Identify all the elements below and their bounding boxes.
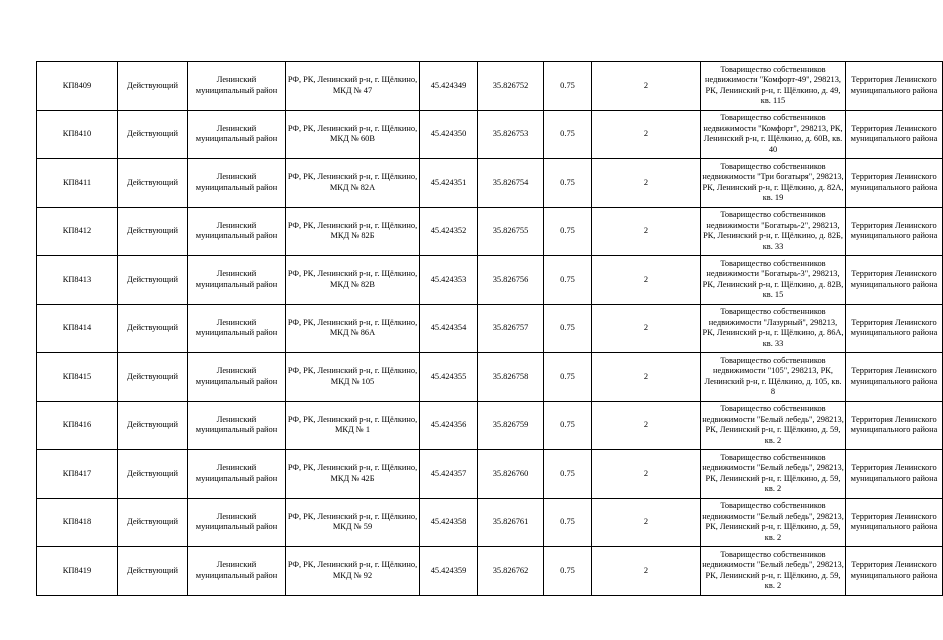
cell-status: Действующий [118, 304, 188, 353]
cell-address: РФ, РК, Ленинский р-н, г. Щёлкино, МКД № 82А [286, 159, 420, 208]
cell-id: КП8411 [37, 159, 118, 208]
cell-status: Действующий [118, 547, 188, 596]
table-row [37, 110, 943, 159]
cell-status: Действующий [118, 353, 188, 402]
cell-count: 2 [592, 450, 701, 499]
registry-table-body [37, 62, 943, 596]
cell-longitude: 35.826752 [478, 62, 544, 111]
cell-municipality: Ленинский муниципальный район [188, 159, 286, 208]
cell-area: 0.75 [544, 547, 592, 596]
cell-area: 0.75 [544, 207, 592, 256]
cell-status: Действующий [118, 159, 188, 208]
cell-latitude: 45.424357 [420, 450, 478, 499]
cell-area: 0.75 [544, 353, 592, 402]
cell-owner: Товарищество собственников недвижимости "Белый лебедь", 298213, РК, Ленинский р-н, г. Щёлкино, д. 59, кв. 2 [701, 401, 846, 450]
cell-status: Действующий [118, 401, 188, 450]
cell-latitude: 45.424356 [420, 401, 478, 450]
cell-status: Действующий [118, 450, 188, 499]
registry-table [36, 61, 943, 596]
cell-municipality: Ленинский муниципальный район [188, 207, 286, 256]
cell-territory: Территория Ленинского муниципального района [846, 110, 943, 159]
table-row [37, 450, 943, 499]
cell-territory: Территория Ленинского муниципального района [846, 547, 943, 596]
cell-status: Действующий [118, 62, 188, 111]
cell-municipality: Ленинский муниципальный район [188, 547, 286, 596]
cell-count: 2 [592, 110, 701, 159]
table-row [37, 62, 943, 111]
table-row [37, 207, 943, 256]
cell-id: КП8418 [37, 498, 118, 547]
cell-longitude: 35.826759 [478, 401, 544, 450]
table-row [37, 159, 943, 208]
cell-id: КП8412 [37, 207, 118, 256]
cell-id: КП8416 [37, 401, 118, 450]
cell-latitude: 45.424351 [420, 159, 478, 208]
cell-municipality: Ленинский муниципальный район [188, 450, 286, 499]
cell-municipality: Ленинский муниципальный район [188, 62, 286, 111]
cell-id: КП8417 [37, 450, 118, 499]
cell-address: РФ, РК, Ленинский р-н, г. Щёлкино, МКД № 47 [286, 62, 420, 111]
cell-address: РФ, РК, Ленинский р-н, г. Щёлкино, МКД № 82В [286, 256, 420, 305]
cell-owner: Товарищество собственников недвижимости "Белый лебедь", 298213, РК, Ленинский р-н, г. Щёлкино, д. 59, кв. 2 [701, 498, 846, 547]
cell-longitude: 35.826753 [478, 110, 544, 159]
cell-owner: Товарищество собственников недвижимости "Три богатыря", 298213, РК, Ленинский р-н, г. Щёлкино, д. 82А, кв. 19 [701, 159, 846, 208]
cell-address: РФ, РК, Ленинский р-н, г. Щёлкино, МКД № 82Б [286, 207, 420, 256]
cell-latitude: 45.424359 [420, 547, 478, 596]
cell-municipality: Ленинский муниципальный район [188, 353, 286, 402]
cell-address: РФ, РК, Ленинский р-н, г. Щёлкино, МКД № 59 [286, 498, 420, 547]
cell-latitude: 45.424350 [420, 110, 478, 159]
cell-address: РФ, РК, Ленинский р-н, г. Щёлкино, МКД № 105 [286, 353, 420, 402]
cell-status: Действующий [118, 256, 188, 305]
cell-address: РФ, РК, Ленинский р-н, г. Щёлкино, МКД № 60В [286, 110, 420, 159]
table-row [37, 353, 943, 402]
cell-owner: Товарищество собственников недвижимости "Белый лебедь", 298213, РК, Ленинский р-н, г. Щёлкино, д. 59, кв. 2 [701, 547, 846, 596]
cell-area: 0.75 [544, 110, 592, 159]
cell-territory: Территория Ленинского муниципального района [846, 62, 943, 111]
cell-address: РФ, РК, Ленинский р-н, г. Щёлкино, МКД № 86А [286, 304, 420, 353]
cell-area: 0.75 [544, 401, 592, 450]
cell-territory: Территория Ленинского муниципального района [846, 353, 943, 402]
cell-latitude: 45.424353 [420, 256, 478, 305]
cell-longitude: 35.826754 [478, 159, 544, 208]
cell-id: КП8419 [37, 547, 118, 596]
cell-latitude: 45.424352 [420, 207, 478, 256]
cell-status: Действующий [118, 498, 188, 547]
table-row [37, 547, 943, 596]
table-row [37, 401, 943, 450]
cell-owner: Товарищество собственников недвижимости "Белый лебедь", 298213, РК, Ленинский р-н, г. Щёлкино, д. 59, кв. 2 [701, 450, 846, 499]
cell-count: 2 [592, 353, 701, 402]
cell-count: 2 [592, 207, 701, 256]
cell-municipality: Ленинский муниципальный район [188, 110, 286, 159]
cell-area: 0.75 [544, 256, 592, 305]
cell-municipality: Ленинский муниципальный район [188, 304, 286, 353]
cell-area: 0.75 [544, 498, 592, 547]
cell-address: РФ, РК, Ленинский р-н, г. Щёлкино, МКД № 1 [286, 401, 420, 450]
table-row [37, 256, 943, 305]
cell-longitude: 35.826758 [478, 353, 544, 402]
cell-latitude: 45.424358 [420, 498, 478, 547]
cell-territory: Территория Ленинского муниципального района [846, 498, 943, 547]
cell-count: 2 [592, 547, 701, 596]
cell-area: 0.75 [544, 159, 592, 208]
cell-territory: Территория Ленинского муниципального района [846, 401, 943, 450]
cell-latitude: 45.424355 [420, 353, 478, 402]
cell-count: 2 [592, 401, 701, 450]
cell-status: Действующий [118, 207, 188, 256]
cell-municipality: Ленинский муниципальный район [188, 256, 286, 305]
cell-id: КП8409 [37, 62, 118, 111]
cell-owner: Товарищество собственников недвижимости "105", 298213, РК, Ленинский р-н, г. Щёлкино, д. 105, кв. 8 [701, 353, 846, 402]
cell-latitude: 45.424354 [420, 304, 478, 353]
cell-longitude: 35.826760 [478, 450, 544, 499]
cell-count: 2 [592, 498, 701, 547]
cell-longitude: 35.826757 [478, 304, 544, 353]
cell-longitude: 35.826761 [478, 498, 544, 547]
cell-area: 0.75 [544, 450, 592, 499]
cell-address: РФ, РК, Ленинский р-н, г. Щёлкино, МКД № 42Б [286, 450, 420, 499]
cell-owner: Товарищество собственников недвижимости "Комфорт-49", 298213, РК, Ленинский р-н, г. Щёлкино, д. 49, кв. 115 [701, 62, 846, 111]
cell-owner: Товарищество собственников недвижимости "Лазурный", 298213, РК, Ленинский р-н, г. Щёлкино, д. 86А, кв. 33 [701, 304, 846, 353]
cell-count: 2 [592, 62, 701, 111]
cell-municipality: Ленинский муниципальный район [188, 401, 286, 450]
cell-address: РФ, РК, Ленинский р-н, г. Щёлкино, МКД № 92 [286, 547, 420, 596]
cell-status: Действующий [118, 110, 188, 159]
cell-longitude: 35.826762 [478, 547, 544, 596]
cell-territory: Территория Ленинского муниципального района [846, 304, 943, 353]
table-row [37, 498, 943, 547]
cell-id: КП8410 [37, 110, 118, 159]
cell-id: КП8415 [37, 353, 118, 402]
cell-latitude: 45.424349 [420, 62, 478, 111]
cell-owner: Товарищество собственников недвижимости "Богатырь-2", 298213, РК, Ленинский р-н, г. Щёлкино, д. 82Б, кв. 33 [701, 207, 846, 256]
cell-count: 2 [592, 159, 701, 208]
table-row [37, 304, 943, 353]
cell-territory: Территория Ленинского муниципального района [846, 256, 943, 305]
cell-territory: Территория Ленинского муниципального района [846, 159, 943, 208]
cell-owner: Товарищество собственников недвижимости "Комфорт", 298213, РК, Ленинский р-н, г. Щёлкино, д. 60В, кв. 40 [701, 110, 846, 159]
cell-count: 2 [592, 304, 701, 353]
cell-id: КП8414 [37, 304, 118, 353]
cell-municipality: Ленинский муниципальный район [188, 498, 286, 547]
cell-owner: Товарищество собственников недвижимости "Богатырь-3", 298213, РК, Ленинский р-н, г. Щёлкино, д. 82В, кв. 15 [701, 256, 846, 305]
cell-longitude: 35.826756 [478, 256, 544, 305]
cell-count: 2 [592, 256, 701, 305]
cell-territory: Территория Ленинского муниципального района [846, 207, 943, 256]
cell-longitude: 35.826755 [478, 207, 544, 256]
cell-area: 0.75 [544, 62, 592, 111]
cell-id: КП8413 [37, 256, 118, 305]
cell-territory: Территория Ленинского муниципального района [846, 450, 943, 499]
cell-area: 0.75 [544, 304, 592, 353]
